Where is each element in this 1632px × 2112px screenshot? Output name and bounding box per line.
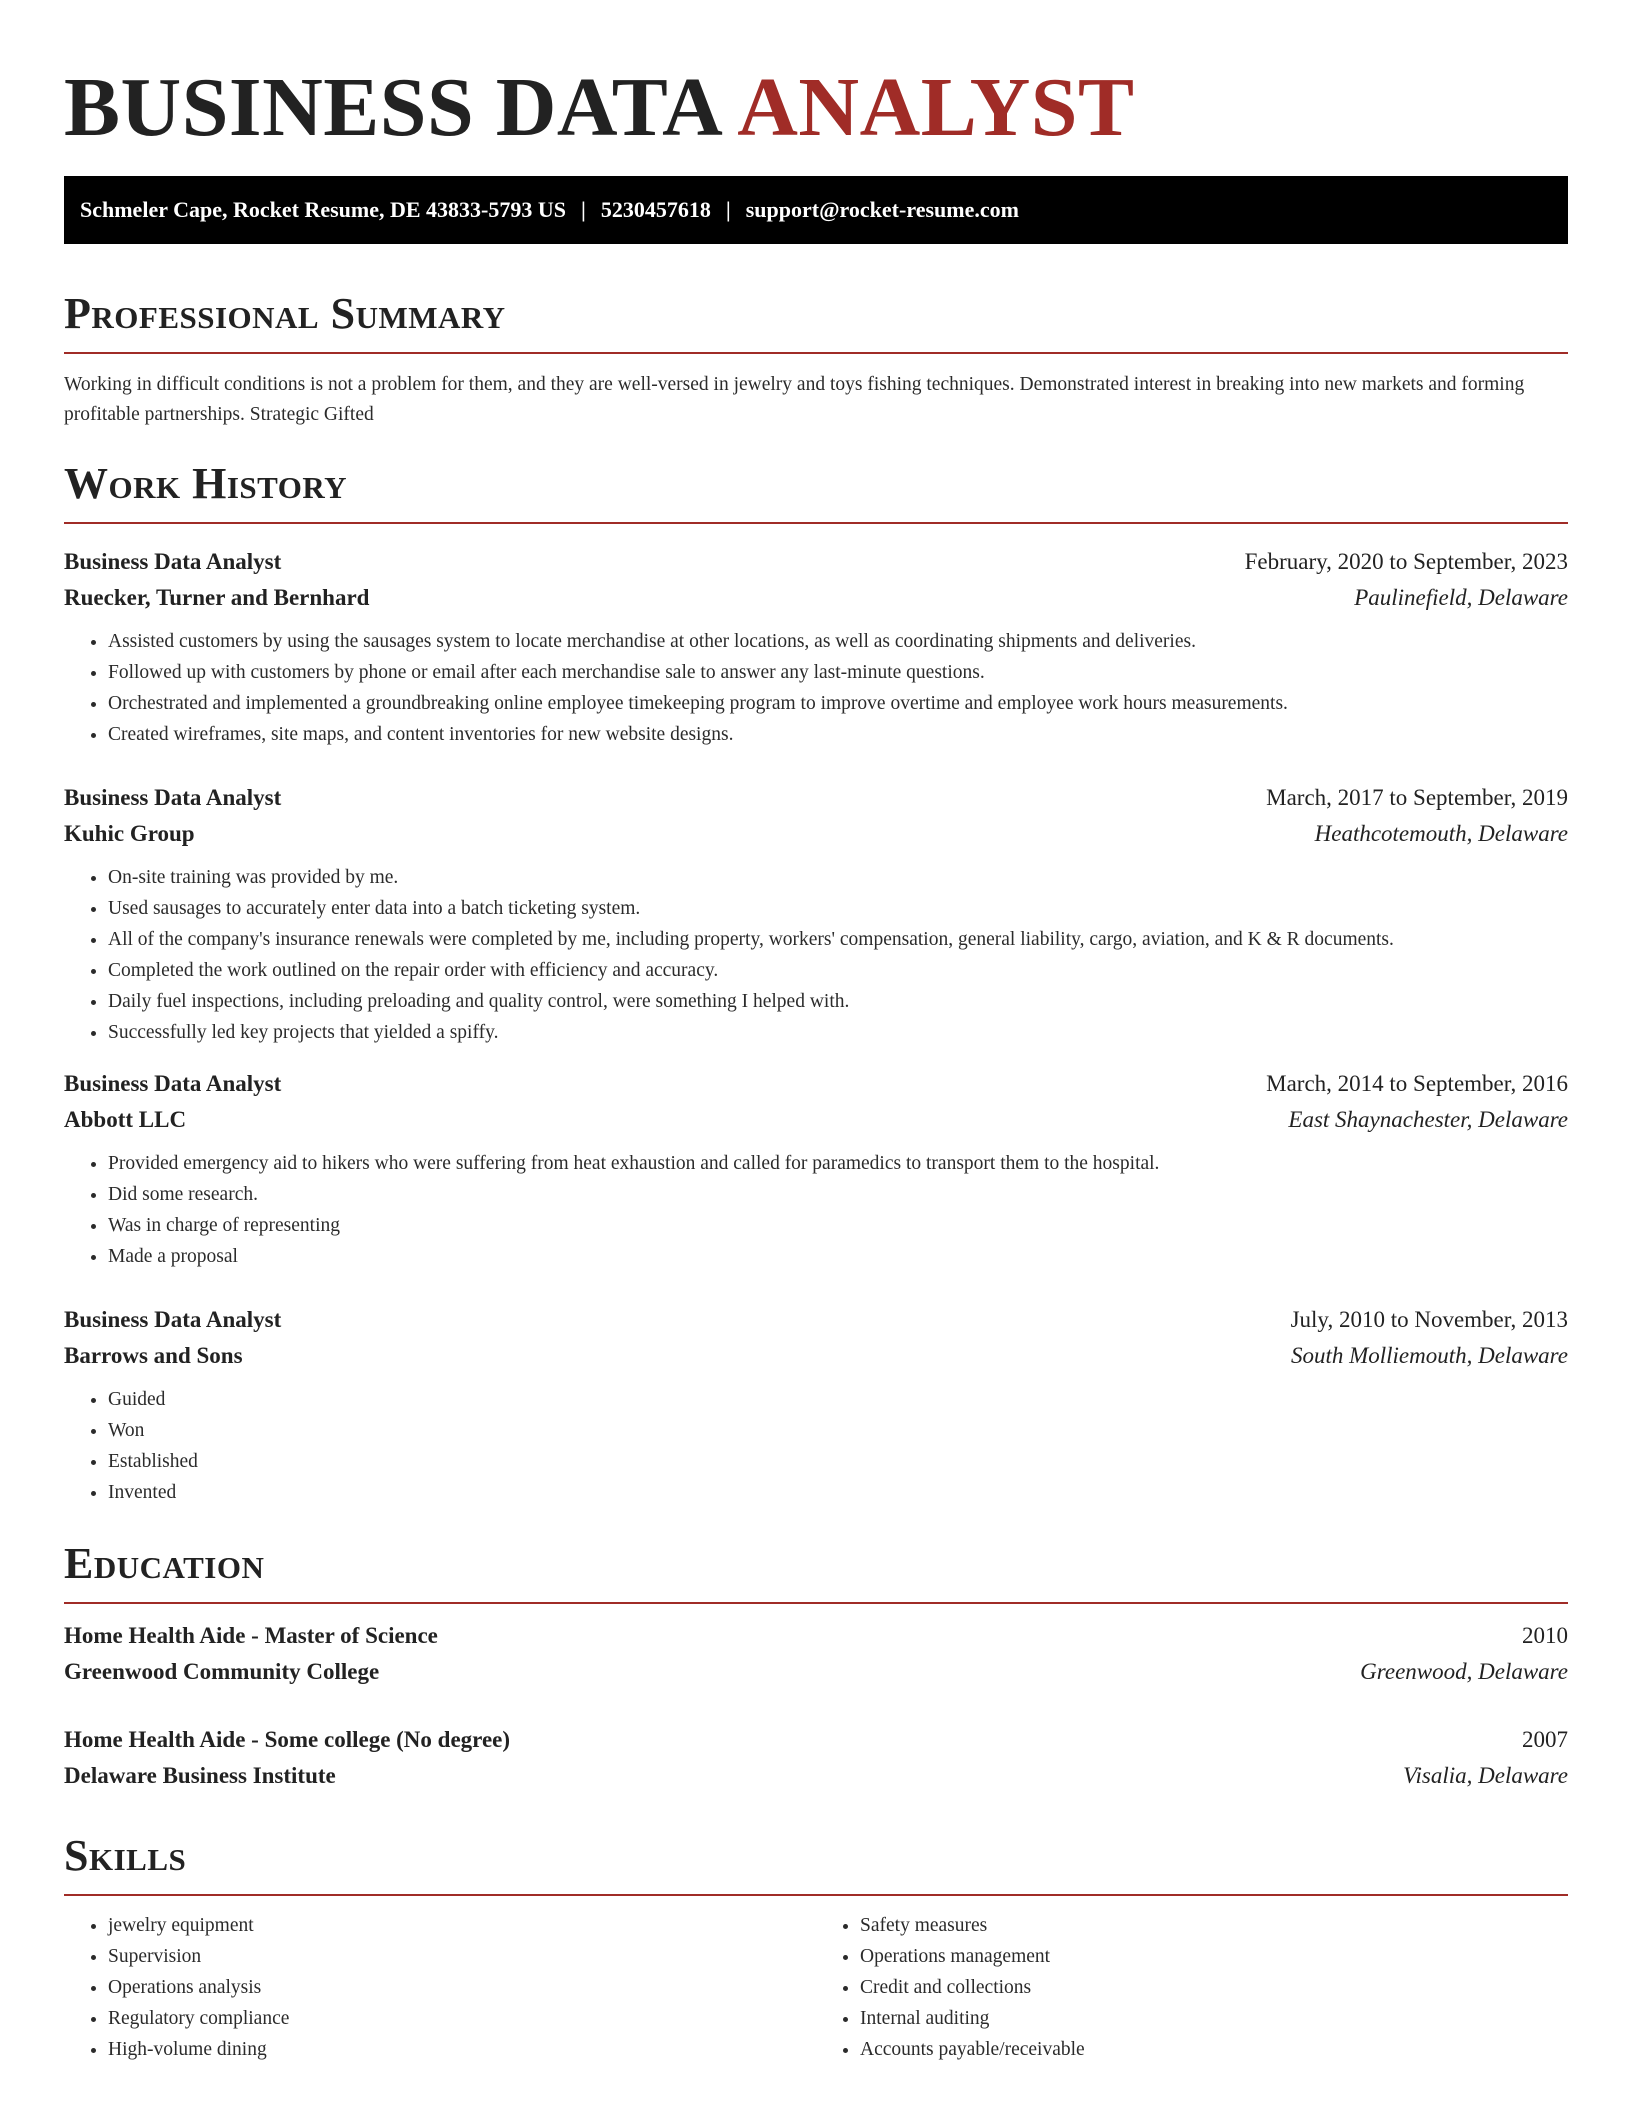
section-title-work-history: Work History (64, 459, 348, 508)
job-dates: July, 2010 to November, 2013 (1290, 1307, 1568, 1332)
list-item: • Was in charge of representing (108, 1210, 1568, 1241)
job-dates: February, 2020 to September, 2023 (1244, 549, 1568, 574)
skill-item: • High-volume dining (108, 2034, 816, 2065)
edu-location: Visalia, Delaware (1403, 1763, 1568, 1788)
list-item: • Guided (108, 1384, 1568, 1415)
skill-item: • Operations management (860, 1941, 1568, 1972)
section-divider (64, 1894, 1568, 1896)
edu-year: 2007 (1522, 1727, 1568, 1752)
contact-address: Schmeler Cape, Rocket Resume, DE 43833-5793 US (80, 197, 566, 222)
list-item: • Successfully led key projects that yielded a spiffy. (108, 1017, 1568, 1048)
job-dates: March, 2017 to September, 2019 (1266, 785, 1568, 810)
contact-email[interactable]: support@rocket-resume.com (745, 197, 1019, 222)
list-item: • All of the company's insurance renewals were completed by me, including property, workers' compensation, general liability, cargo, aviation, and K & R documents. (108, 924, 1568, 955)
section-divider (64, 1602, 1568, 1604)
job-role: Business Data Analyst (64, 785, 282, 810)
job-role: Business Data Analyst (64, 549, 282, 574)
job-bullets (64, 1148, 1568, 1272)
job-location: Paulinefield, Delaware (1354, 585, 1568, 610)
job-bullets (64, 626, 1568, 750)
list-item: • Provided emergency aid to hikers who were suffering from heat exhaustion and called for paramedics to transport them to the hospital. (108, 1148, 1568, 1179)
job-bullets (64, 1384, 1568, 1508)
skill-item: • Credit and collections (860, 1972, 1568, 2003)
job-company: Abbott LLC (64, 1107, 187, 1132)
list-item: • Made a proposal (108, 1241, 1568, 1272)
edu-location: Greenwood, Delaware (1360, 1659, 1568, 1684)
section-divider (64, 522, 1568, 524)
section-divider (64, 352, 1568, 354)
list-item: • Created wireframes, site maps, and content inventories for new website designs. (108, 719, 1568, 750)
section-title-education: Education (64, 1539, 265, 1588)
list-item: • Assisted customers by using the sausages system to locate merchandise at other locations, as well as coordinating shipments and deliveries. (108, 626, 1568, 657)
edu-degree: Home Health Aide - Some college (No degree) (64, 1727, 511, 1752)
skill-item: • Operations analysis (108, 1972, 816, 2003)
contact-phone[interactable]: 5230457618 (600, 197, 711, 222)
job-bullets (64, 862, 1568, 1048)
job-role: Business Data Analyst (64, 1307, 282, 1332)
edu-year: 2010 (1522, 1623, 1568, 1648)
job-entry (64, 1302, 1568, 1508)
education-entry (64, 1618, 1568, 1690)
list-item: • Completed the work outlined on the repair order with efficiency and accuracy. (108, 955, 1568, 986)
job-location: East Shaynachester, Delaware (1288, 1107, 1568, 1132)
job-role: Business Data Analyst (64, 1071, 282, 1096)
list-item: • Daily fuel inspections, including preloading and quality control, were something I helped with. (108, 986, 1568, 1017)
skills-list (64, 1910, 1568, 2065)
list-item: • Followed up with customers by phone or email after each merchandise sale to answer any last-minute questions. (108, 657, 1568, 688)
list-item: • On-site training was provided by me. (108, 862, 1568, 893)
job-dates: March, 2014 to September, 2016 (1266, 1071, 1568, 1096)
contact-separator: | (725, 197, 731, 222)
skills-column-left (64, 1910, 816, 2065)
skill-item: • Internal auditing (860, 2003, 1568, 2034)
job-entry (64, 1066, 1568, 1272)
job-entry (64, 544, 1568, 750)
list-item: • Won (108, 1415, 1568, 1446)
name-last: ANALYST (737, 61, 1135, 154)
section-title-summary: Professional Summary (64, 289, 506, 338)
skill-item: • Regulatory compliance (108, 2003, 816, 2034)
job-company: Kuhic Group (64, 821, 195, 846)
job-company: Barrows and Sons (64, 1343, 243, 1368)
list-item: • Established (108, 1446, 1568, 1477)
skill-item: • Accounts payable/receivable (860, 2034, 1568, 2065)
skill-item: • Supervision (108, 1941, 816, 1972)
contact-bar (64, 176, 1568, 244)
section-title-skills: Skills (64, 1831, 187, 1880)
edu-degree: Home Health Aide - Master of Science (64, 1623, 438, 1648)
skills-column-right (816, 1910, 1568, 2065)
job-location: South Molliemouth, Delaware (1290, 1343, 1568, 1368)
contact-separator: | (581, 197, 586, 222)
edu-school: Greenwood Community College (64, 1659, 380, 1684)
list-item: • Invented (108, 1477, 1568, 1508)
summary-text: Working in difficult conditions is not a problem for them, and they are well-versed in jewelry and toys fishing techniques. Demonstrated interest in breaking into new markets and forming profitable partnerships. Strategic Gifted (64, 374, 1525, 425)
list-item: • Did some research. (108, 1179, 1568, 1210)
skill-item: • jewelry equipment (108, 1910, 816, 1941)
edu-school: Delaware Business Institute (64, 1763, 336, 1788)
skill-item: • Safety measures (860, 1910, 1568, 1941)
resume-name (64, 0, 1568, 160)
job-entry (64, 780, 1568, 1048)
list-item: • Used sausages to accurately enter data into a batch ticketing system. (108, 893, 1568, 924)
list-item: • Orchestrated and implemented a groundbreaking online employee timekeeping program to improve overtime and employee work hours measurements. (108, 688, 1568, 719)
job-company: Ruecker, Turner and Bernhard (64, 585, 370, 610)
education-entry (64, 1722, 1568, 1794)
job-location: Heathcotemouth, Delaware (1314, 821, 1568, 846)
name-first: BUSINESS DATA (64, 61, 724, 154)
